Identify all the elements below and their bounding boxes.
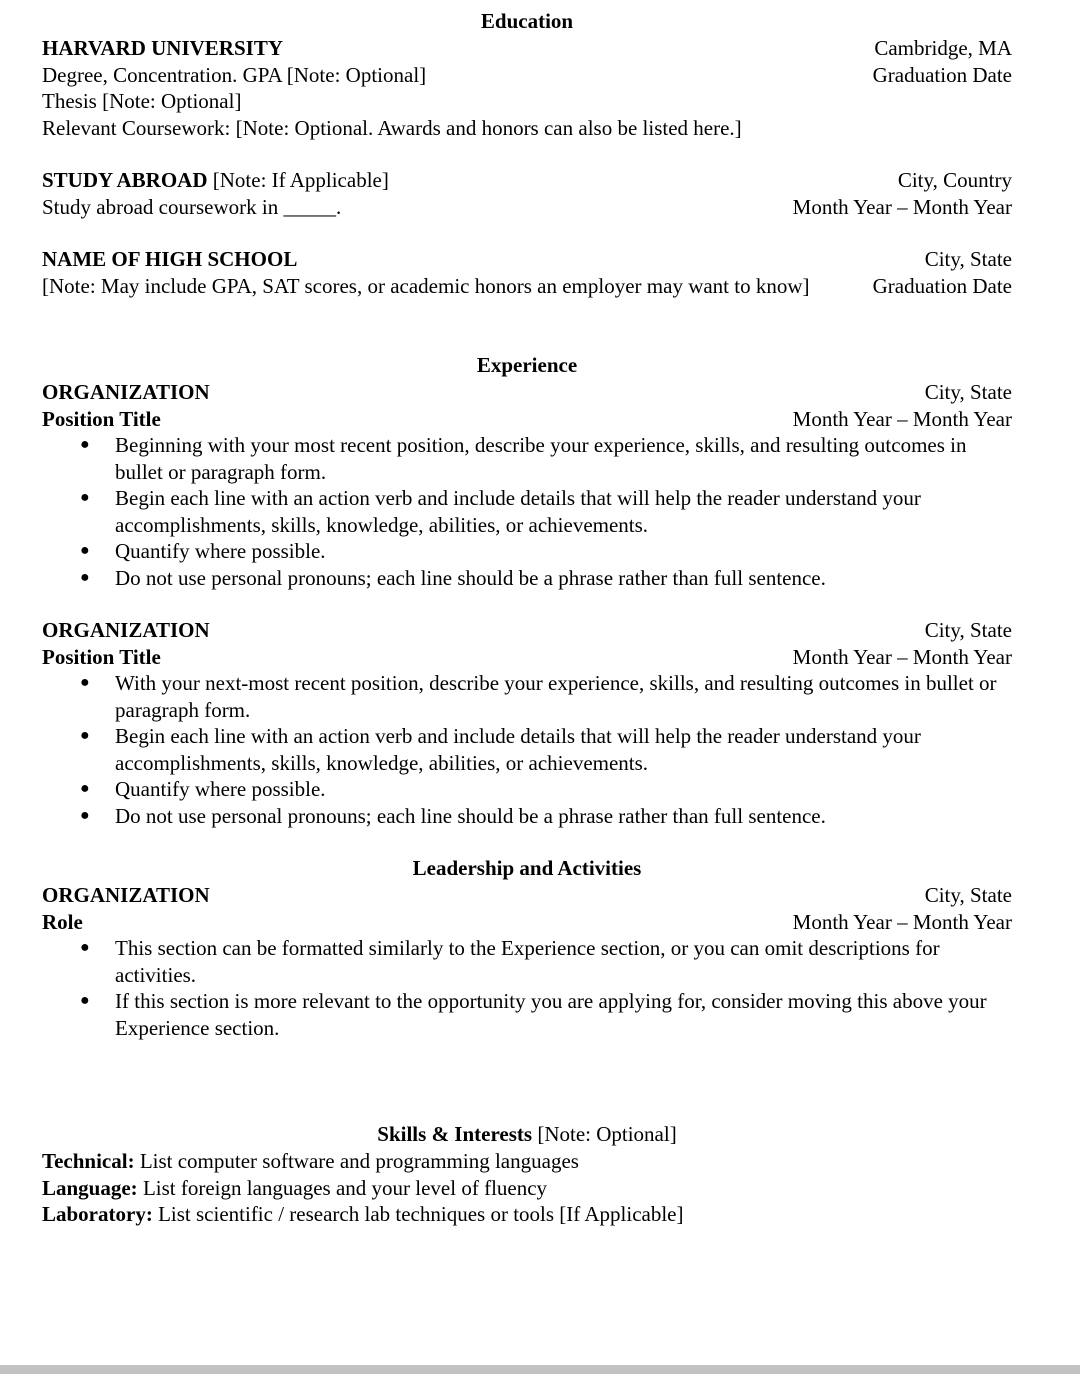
spacer-experience-leadership: [42, 829, 1012, 855]
bullet-dot-icon: ●: [80, 674, 90, 691]
education-org-name: HARVARD UNIVERSITY: [42, 36, 283, 60]
list-item: [42, 670, 1012, 723]
study-abroad-dates: Month Year – Month Year: [792, 194, 1012, 219]
study-abroad-org-row: [42, 167, 1012, 194]
study-abroad-org-name-wrap: [42, 167, 389, 194]
experience-1-dates: Month Year – Month Year: [792, 406, 1012, 431]
page-bottom-bar: [0, 1365, 1080, 1374]
study-abroad-location: City, Country: [897, 168, 1012, 192]
spacer-leadership-skills: [42, 1041, 1012, 1121]
skills-value-technical: List computer software and programming languages: [134, 1149, 579, 1173]
bullet-dot-icon: ●: [80, 939, 90, 956]
leadership-1-org-row: [42, 882, 1012, 909]
experience-1-bullet-list: [42, 432, 1012, 591]
education-org-location: Cambridge, MA: [874, 36, 1012, 60]
skills-value-language: List foreign languages and your level of fluency: [137, 1175, 548, 1200]
list-item-text: Beginning with your most recent position, describe your experience, skills, and resulting outcomes in bullet or paragraph form.: [115, 433, 967, 484]
education-entry-study-abroad: [42, 167, 1012, 220]
high-school-graduation-date: Graduation Date: [872, 273, 1012, 298]
skills-value-laboratory: List scientific / research lab techniques or tools [If Applicable]: [152, 1202, 684, 1226]
high-school-location: City, State: [924, 247, 1012, 271]
experience-entry-2: [42, 617, 1012, 829]
list-item-text: If this section is more relevant to the opportunity you are applying for, consider moving this above your Experience section.: [115, 989, 987, 1040]
section-heading-skills-label: Skills & Interests: [377, 1122, 533, 1146]
skills-row-technical: [42, 1148, 1012, 1175]
bullet-dot-icon: ●: [80, 992, 90, 1009]
resume-content: [42, 0, 1012, 1228]
study-abroad-coursework-text: Study abroad coursework in _____.: [42, 194, 342, 219]
education-entry-org-row: [42, 35, 1012, 62]
section-heading-leadership-label: Leadership and Activities: [412, 856, 642, 880]
list-item-text: Do not use personal pronouns; each line should be a phrase rather than full sentence.: [115, 565, 826, 590]
list-item-text: Begin each line with an action verb and include details that will help the reader understand your accomplishments, skills, knowledge, abilities, or achievements.: [115, 724, 921, 775]
education-degree-text: Degree, Concentration. GPA [Note: Optional]: [42, 62, 427, 87]
bullet-dot-icon: ●: [80, 806, 90, 824]
list-item: [42, 485, 1012, 538]
list-item: [42, 935, 1012, 988]
list-item: [42, 432, 1012, 485]
experience-1-org-row: [42, 379, 1012, 406]
section-heading-skills-note: [Note: Optional]: [532, 1122, 677, 1146]
section-heading-education-label: Education: [480, 9, 574, 33]
leadership-1-role-row: [42, 909, 1012, 936]
education-entry-degree-row: [42, 62, 1012, 89]
list-item: [42, 538, 1012, 565]
leadership-1-dates: Month Year – Month Year: [792, 909, 1012, 934]
list-item: [42, 776, 1012, 803]
experience-2-bullet-list: [42, 670, 1012, 829]
experience-entry-1: [42, 379, 1012, 591]
high-school-note-row: [42, 273, 1012, 300]
list-item-text: Begin each line with an action verb and include details that will help the reader understand your accomplishments, skills, knowledge, abilities, or achievements.: [115, 486, 921, 537]
high-school-org-name: NAME OF HIGH SCHOOL: [42, 247, 298, 271]
leadership-1-bullet-list: [42, 935, 1012, 1041]
list-item: [42, 565, 1012, 592]
skills-row-language: [42, 1175, 1012, 1202]
section-heading-skills: [42, 1121, 1012, 1148]
list-item-text: Quantify where possible.: [115, 777, 326, 801]
experience-2-title-row: [42, 644, 1012, 671]
leadership-1-location: City, State: [924, 883, 1012, 907]
experience-2-dates: Month Year – Month Year: [792, 644, 1012, 669]
bullet-dot-icon: ●: [80, 727, 90, 744]
section-heading-education: [42, 8, 1012, 35]
spacer-studyabroad-highschool: [42, 220, 1012, 246]
leadership-1-role-title: Role: [42, 909, 83, 934]
list-item: [42, 803, 1012, 830]
spacer-education-studyabroad: [42, 141, 1012, 167]
education-coursework-line: Relevant Coursework: [Note: Optional. Awards and honors can also be listed here.]: [42, 115, 742, 140]
list-item: [42, 988, 1012, 1041]
skills-label-technical: Technical:: [42, 1149, 135, 1173]
education-entry-high-school: [42, 246, 1012, 299]
education-entry-harvard: [42, 35, 1012, 141]
list-item-text: With your next-most recent position, describe your experience, skills, and resulting outcomes in bullet or paragraph form.: [115, 671, 997, 722]
bullet-dot-icon: ●: [80, 489, 90, 506]
experience-2-location: City, State: [924, 618, 1012, 642]
section-heading-leadership: [42, 855, 1012, 882]
bullet-dot-icon: ●: [80, 542, 90, 559]
study-abroad-org-name: STUDY ABROAD: [42, 168, 208, 192]
list-item: [42, 723, 1012, 776]
experience-2-org-row: [42, 617, 1012, 644]
top-spacer: [42, 0, 1012, 8]
experience-1-position-title: Position Title: [42, 406, 161, 431]
section-heading-experience-label: Experience: [476, 353, 578, 377]
experience-1-org-name: ORGANIZATION: [42, 380, 210, 404]
leadership-entry-1: [42, 882, 1012, 1041]
skills-row-laboratory: [42, 1201, 1012, 1228]
bullet-dot-icon: ●: [80, 436, 90, 453]
experience-2-position-title: Position Title: [42, 644, 161, 669]
study-abroad-coursework-row: [42, 194, 1012, 221]
experience-2-org-name: ORGANIZATION: [42, 618, 210, 642]
bullet-dot-icon: ●: [80, 568, 90, 586]
high-school-note-text: [Note: May include GPA, SAT scores, or academic honors an employer may want to know]: [42, 273, 810, 298]
bullet-dot-icon: ●: [80, 780, 90, 797]
skills-label-laboratory: Laboratory:: [42, 1202, 153, 1226]
education-graduation-date: Graduation Date: [872, 62, 1012, 87]
list-item-text: This section can be formatted similarly to the Experience section, or you can omit descriptions for activities.: [115, 936, 940, 987]
education-thesis-line: Thesis [Note: Optional]: [42, 89, 242, 113]
high-school-org-row: [42, 246, 1012, 273]
spacer-experience-entries: [42, 591, 1012, 617]
leadership-1-org-name: ORGANIZATION: [42, 883, 210, 907]
section-heading-experience: [42, 352, 1012, 379]
list-item-text: Do not use personal pronouns; each line should be a phrase rather than full sentence.: [115, 803, 826, 828]
spacer-education-experience: [42, 299, 1012, 352]
experience-1-title-row: [42, 406, 1012, 433]
experience-1-location: City, State: [924, 380, 1012, 404]
list-item-text: Quantify where possible.: [115, 539, 326, 563]
skills-label-language: Language:: [42, 1175, 138, 1200]
study-abroad-org-note: [Note: If Applicable]: [207, 168, 389, 192]
